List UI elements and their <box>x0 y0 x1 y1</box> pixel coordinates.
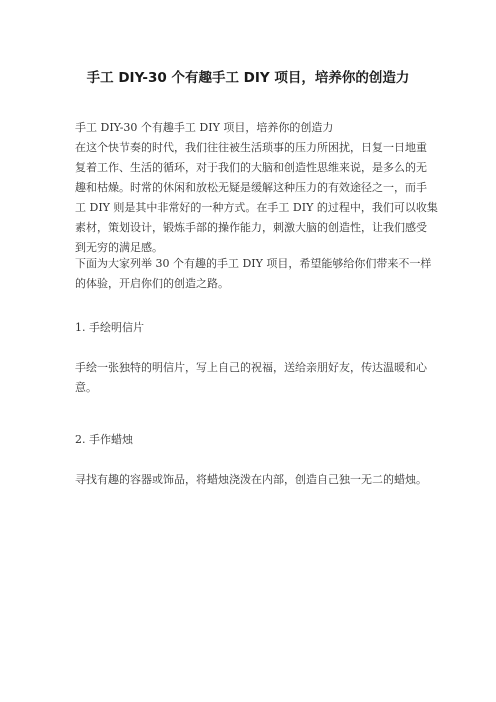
lead-line: 的体验，开启你们的创造之路。 <box>75 277 229 290</box>
lead-paragraph <box>75 254 432 294</box>
item-body-line: 寻找有趣的容器或饰品，将蜡烛浇泼在内部，创造自己独一无二的蜡烛。 <box>75 473 427 486</box>
item-body-line: 手绘一张独特的明信片，写上自己的祝福，送给亲朋好友，传达温暖和心 <box>75 361 427 374</box>
item-heading-text: 2. 手作蜡烛 <box>75 433 133 446</box>
intro-line: 素材，策划设计，锻炼手部的操作能力，刺激大脑的创造性，让我们感受 <box>75 221 427 234</box>
item-heading-1 <box>75 318 425 338</box>
item-body-2 <box>75 470 425 490</box>
item-heading-2 <box>75 430 425 450</box>
intro-line: 趣和枯燥。时常的休闲和放松无疑是缓解这种压力的有效途径之一，而手 <box>75 181 427 194</box>
intro-paragraph <box>75 138 438 258</box>
subtitle-text: 手工 DIY-30 个有趣手工 DIY 项目，培养你的创造力 <box>75 121 334 134</box>
lead-line: 下面为大家列举 30 个有趣的手工 DIY 项目，希望能够给你们带来不一样 <box>75 257 432 270</box>
item-body-line: 意。 <box>75 381 97 394</box>
document-title: 手工 DIY-30 个有趣手工 DIY 项目，培养你的创造力 <box>86 70 410 86</box>
intro-line: 工 DIY 则是其中非常好的一种方式。在手工 DIY 的过程中，我们可以收集 <box>75 201 438 214</box>
item-body-1 <box>75 358 425 398</box>
subtitle-line <box>75 118 425 138</box>
intro-line: 到无穷的满足感。 <box>75 241 163 254</box>
intro-line: 复着工作、生活的循环，对于我们的大脑和创造性思维来说，是多么的无 <box>75 161 427 174</box>
item-heading-text: 1. 手绘明信片 <box>75 321 144 334</box>
intro-line: 在这个快节奏的时代，我们往往被生活琐事的压力所困扰，日复一日地重 <box>75 141 427 154</box>
